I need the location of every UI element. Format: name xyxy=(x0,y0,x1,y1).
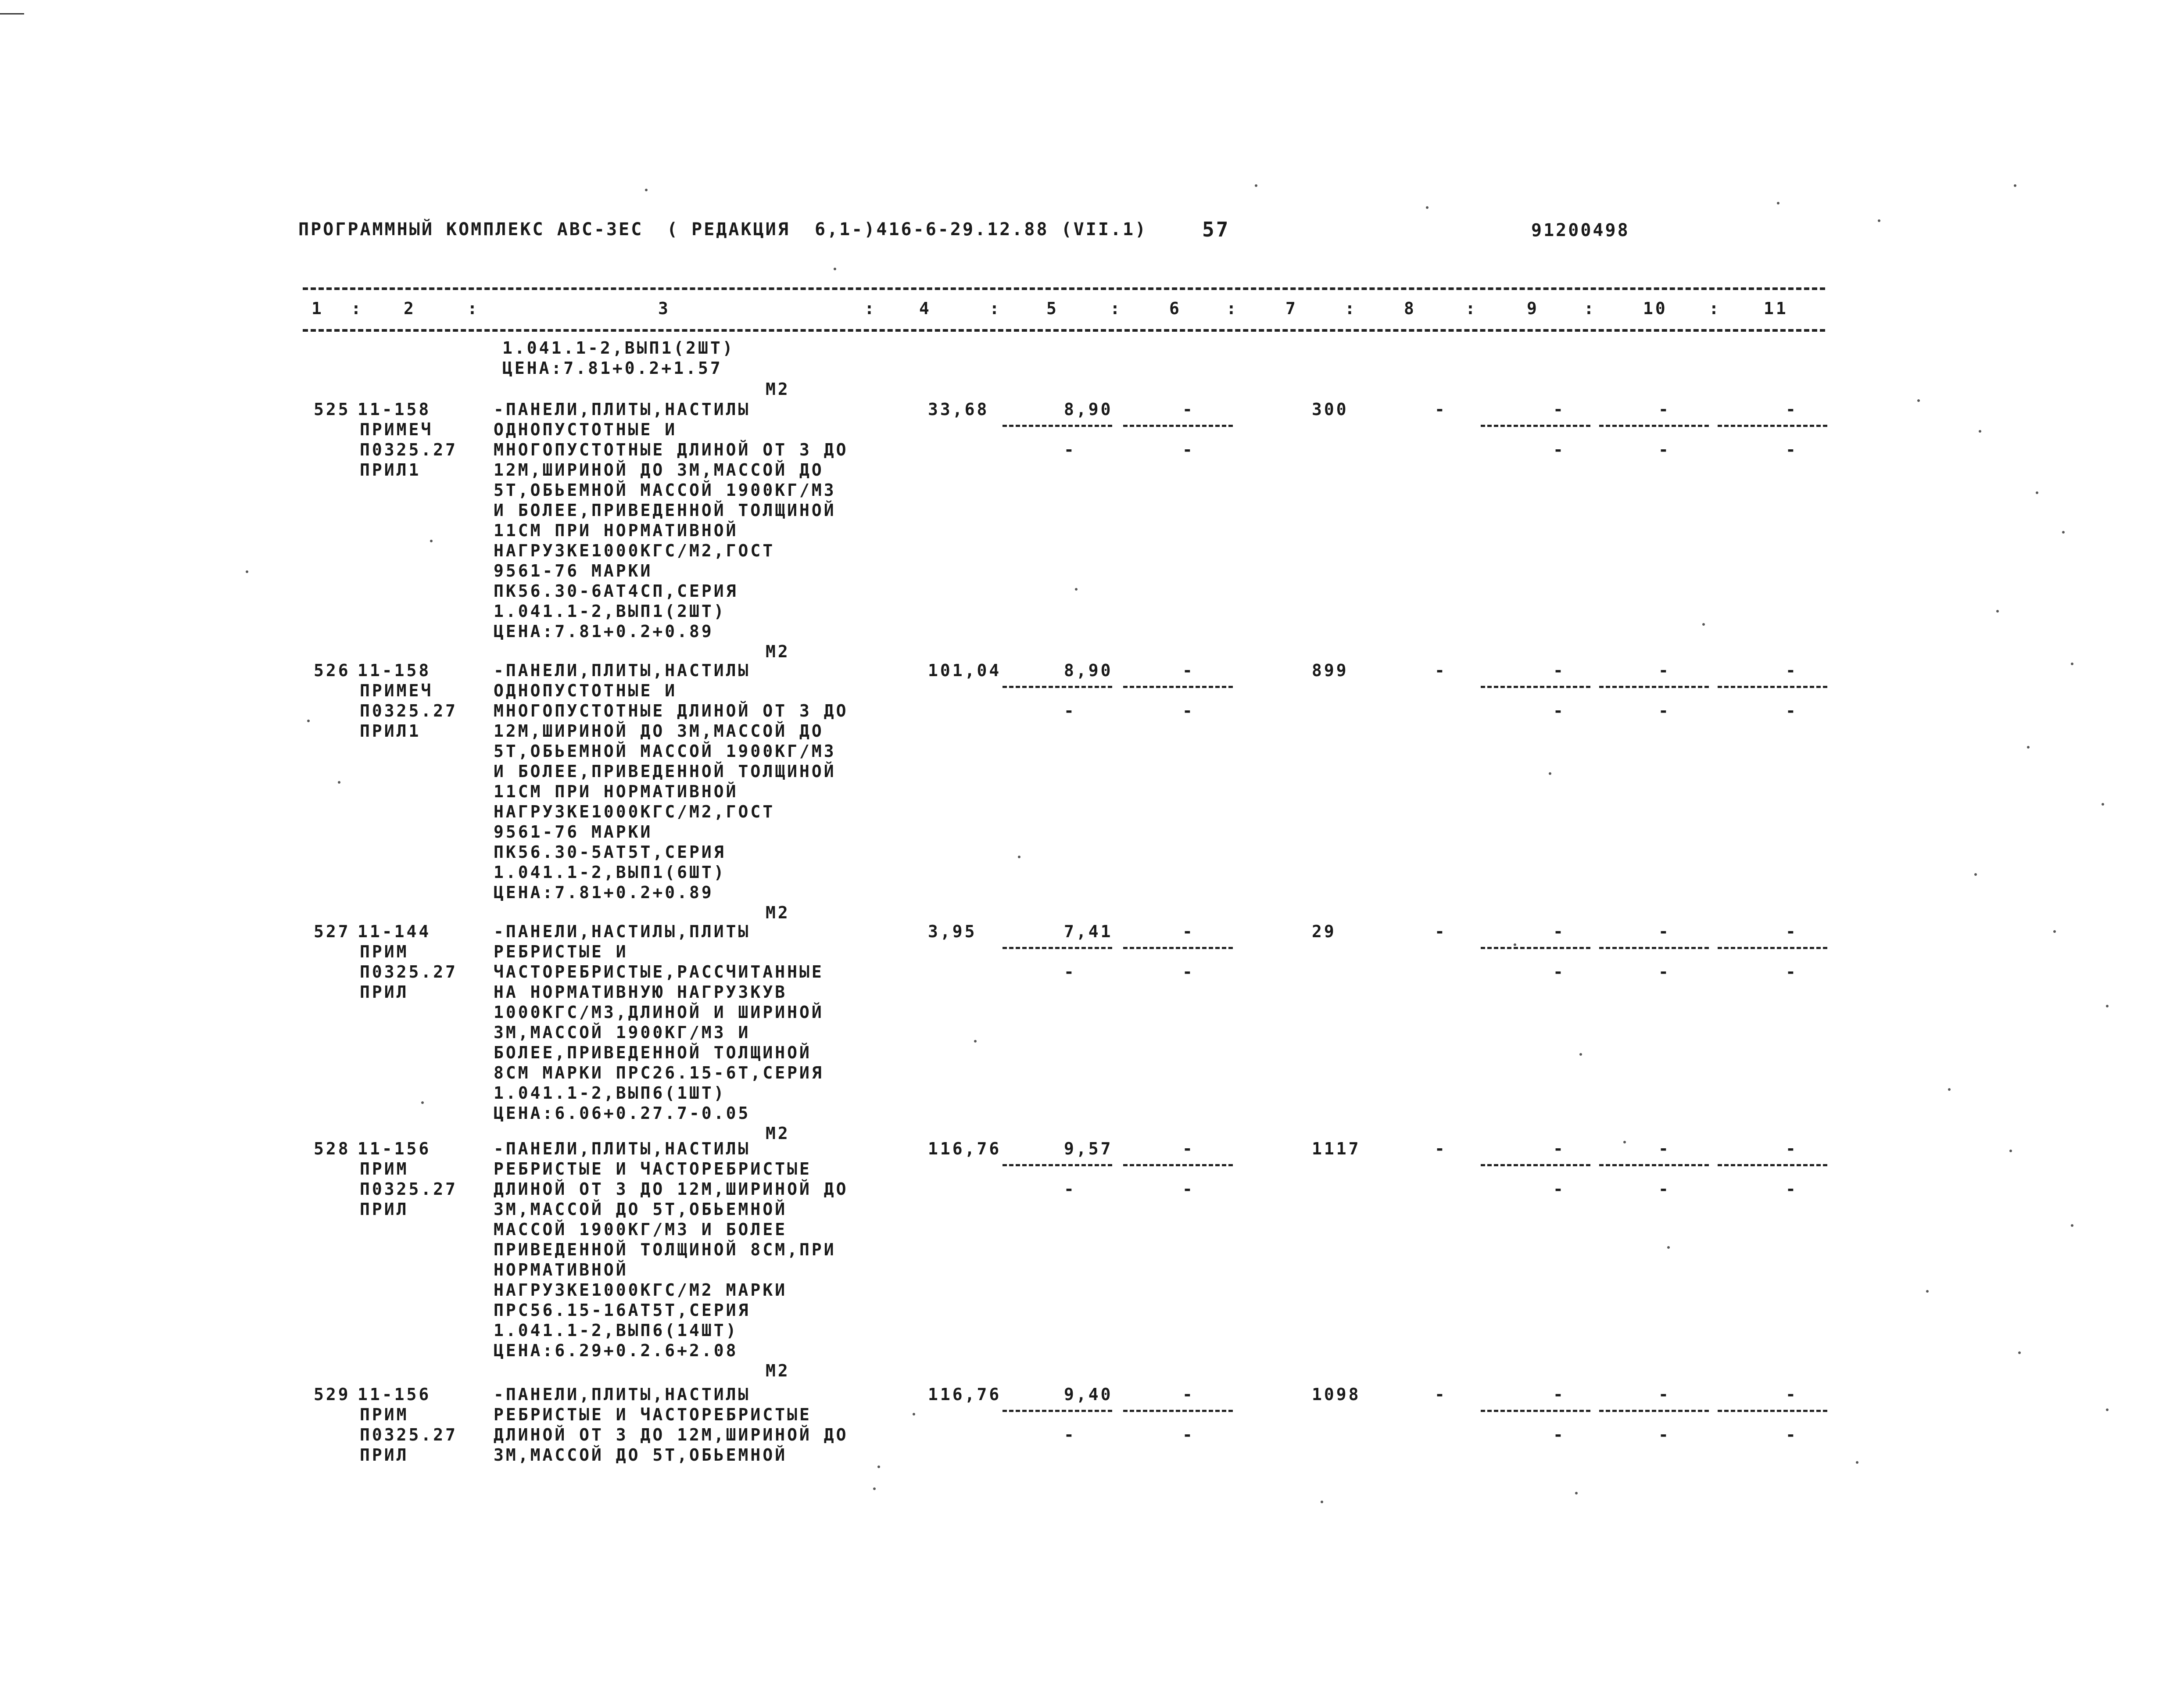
record-number: 526 xyxy=(314,661,351,680)
description-line: ЦЕНА:7.81+0.2+0.89 xyxy=(494,883,714,902)
rate-code: 11-158 xyxy=(358,661,431,680)
description-line: БОЛЕЕ,ПРИВЕДЕННОЙ ТОЛЩИНОЙ xyxy=(494,1043,812,1062)
unit-label: М2 xyxy=(766,903,790,922)
cell-underline xyxy=(1718,1164,1827,1166)
col5-second-value: - xyxy=(1064,1425,1076,1444)
scan-speck xyxy=(2106,1005,2109,1007)
description-line: ПК56.30-5АТ5Т,СЕРИЯ xyxy=(494,842,726,862)
program-title: ПРОГРАММНЫЙ КОМПЛЕКС АВС-3ЕС xyxy=(298,219,644,240)
scan-speck xyxy=(2053,930,2056,933)
note-line: ПРИМЕЧ xyxy=(360,681,433,700)
scan-speck xyxy=(2018,1351,2021,1354)
quantity-value: 101,04 xyxy=(928,661,1002,680)
cell-underline xyxy=(1002,425,1112,427)
column-separator: : xyxy=(1465,299,1478,318)
description-line: 11СМ ПРИ НОРМАТИВНОЙ xyxy=(494,782,738,801)
note-line: П0325.27 xyxy=(360,440,458,459)
col9-second-value: - xyxy=(1553,1425,1565,1444)
col8-value: - xyxy=(1435,922,1447,941)
total-cost-value: 899 xyxy=(1312,661,1349,680)
cell-underline xyxy=(1481,947,1590,949)
unit-cost-value: 9,40 xyxy=(1064,1385,1113,1404)
col10-value: - xyxy=(1658,400,1671,419)
unit-cost-value: 7,41 xyxy=(1064,922,1113,941)
note-line: ПРИМ xyxy=(360,942,409,961)
col11-second-value: - xyxy=(1786,962,1798,982)
quantity-value: 3,95 xyxy=(928,922,977,941)
col6-value: - xyxy=(1182,1139,1195,1158)
col10-value: - xyxy=(1658,1139,1671,1158)
col10-value: - xyxy=(1658,1385,1671,1404)
scan-speck xyxy=(1667,1246,1670,1249)
scan-speck xyxy=(421,1101,424,1104)
description-line: РЕБРИСТЫЕ И ЧАСТОРЕБРИСТЫЕ xyxy=(494,1405,812,1424)
cell-underline xyxy=(1599,425,1709,427)
description-line: ПРИВЕДЕННОЙ ТОЛЩИНОЙ 8СМ,ПРИ xyxy=(494,1240,836,1259)
cell-underline xyxy=(1002,1164,1112,1166)
cell-underline xyxy=(1599,686,1709,688)
scan-speck xyxy=(1575,1492,1578,1494)
column-header-9: 9 xyxy=(1527,299,1539,318)
description-line: НОРМАТИВНОЙ xyxy=(494,1260,628,1279)
column-header-1: 1 xyxy=(311,299,324,318)
scan-speck xyxy=(1948,1088,1951,1091)
description-line: 3М,МАССОЙ 1900КГ/М3 И xyxy=(494,1023,751,1042)
col11-value: - xyxy=(1786,922,1798,941)
description-line: 1.041.1-2,ВЫП1(2ШТ) xyxy=(494,602,726,621)
scan-speck xyxy=(2036,491,2038,494)
total-cost-value: 29 xyxy=(1312,922,1336,941)
col8-value: - xyxy=(1435,1385,1447,1404)
column-header-7: 7 xyxy=(1285,299,1298,318)
column-header-3: 3 xyxy=(658,299,670,318)
description-line: ДЛИНОЙ ОТ 3 ДО 12М,ШИРИНОЙ ДО xyxy=(494,1425,849,1444)
col5-second-value: - xyxy=(1064,701,1076,720)
description-line: 1.041.1-2,ВЫП6(14ШТ) xyxy=(494,1321,738,1340)
column-separator: : xyxy=(1709,299,1721,318)
col10-second-value: - xyxy=(1658,1425,1671,1444)
description-line: РЕБРИСТЫЕ И xyxy=(494,942,628,961)
cell-underline xyxy=(1002,947,1112,949)
quantity-value: 33,68 xyxy=(928,400,989,419)
total-cost-value: 1098 xyxy=(1312,1385,1361,1404)
scan-speck xyxy=(307,720,310,722)
note-line: ПРИЛ xyxy=(360,1445,409,1465)
cell-underline xyxy=(1481,686,1590,688)
total-cost-value: 300 xyxy=(1312,400,1349,419)
description-line: ОДНОПУСТОТНЫЕ И xyxy=(494,681,677,700)
scan-speck xyxy=(1702,623,1705,626)
cell-underline xyxy=(1599,947,1709,949)
scan-speck xyxy=(2102,803,2104,806)
record-number: 525 xyxy=(314,400,351,419)
column-separator: : xyxy=(1345,299,1357,318)
note-line: ПРИМЕЧ xyxy=(360,420,433,439)
column-separator: : xyxy=(989,299,1002,318)
cell-underline xyxy=(1123,1410,1233,1412)
cell-underline xyxy=(1002,686,1112,688)
column-header-2: 2 xyxy=(404,299,416,318)
scan-speck xyxy=(1321,1501,1323,1503)
scan-speck xyxy=(1075,588,1078,591)
cell-underline xyxy=(1718,686,1827,688)
scan-speck xyxy=(1514,943,1516,946)
scan-speck xyxy=(1974,873,1977,876)
col6-second-value: - xyxy=(1182,1425,1195,1444)
col9-second-value: - xyxy=(1553,701,1565,720)
description-line: -ПАНЕЛИ,НАСТИЛЫ,ПЛИТЫ xyxy=(494,922,751,941)
continuation-line-2: ЦЕНА:7.81+0.2+1.57 xyxy=(502,358,723,378)
column-header-6: 6 xyxy=(1169,299,1182,318)
scan-speck xyxy=(1979,430,1981,433)
column-header-11: 11 xyxy=(1764,299,1788,318)
col6-value: - xyxy=(1182,1385,1195,1404)
description-line: НАГРУЗКЕ1000КГС/М2,ГОСТ xyxy=(494,802,775,821)
description-line: НАГРУЗКЕ1000КГС/М2 МАРКИ xyxy=(494,1280,788,1300)
scan-speck xyxy=(1426,206,1429,209)
quantity-value: 116,76 xyxy=(928,1139,1002,1158)
cell-underline xyxy=(1481,425,1590,427)
scan-speck xyxy=(645,189,648,191)
cell-underline xyxy=(1481,1164,1590,1166)
scan-speck xyxy=(430,540,433,542)
col9-second-value: - xyxy=(1553,962,1565,982)
scan-speck xyxy=(1623,1141,1626,1143)
col10-second-value: - xyxy=(1658,701,1671,720)
note-line: ПРИЛ1 xyxy=(360,721,421,741)
description-line: 11СМ ПРИ НОРМАТИВНОЙ xyxy=(494,521,738,540)
col11-second-value: - xyxy=(1786,701,1798,720)
rate-code: 11-158 xyxy=(358,400,431,419)
col5-second-value: - xyxy=(1064,962,1076,982)
col9-value: - xyxy=(1553,661,1565,680)
scan-speck xyxy=(2071,1224,2073,1227)
col9-second-value: - xyxy=(1553,440,1565,459)
description-line: 12М,ШИРИНОЙ ДО 3М,МАССОЙ ДО xyxy=(494,721,824,741)
description-line: МАССОЙ 1900КГ/М3 И БОЛЕЕ xyxy=(494,1220,788,1239)
cell-underline xyxy=(1718,947,1827,949)
scan-speck xyxy=(1777,202,1779,204)
column-separator: : xyxy=(351,299,363,318)
col6-second-value: - xyxy=(1182,440,1195,459)
scan-speck xyxy=(1926,1290,1929,1293)
scan-speck xyxy=(2071,663,2073,665)
description-line: 8СМ МАРКИ ПРС26.15-6Т,СЕРИЯ xyxy=(494,1063,824,1082)
description-line: НАГРУЗКЕ1000КГС/М2,ГОСТ xyxy=(494,541,775,560)
scan-speck xyxy=(877,1466,880,1468)
cell-underline xyxy=(1123,686,1233,688)
col5-second-value: - xyxy=(1064,1179,1076,1199)
quantity-value: 116,76 xyxy=(928,1385,1002,1404)
col8-value: - xyxy=(1435,400,1447,419)
scan-speck xyxy=(2014,184,2016,187)
col6-value: - xyxy=(1182,922,1195,941)
column-separator: : xyxy=(864,299,877,318)
col9-value: - xyxy=(1553,1139,1565,1158)
description-line: ПРС56.15-16АТ5Т,СЕРИЯ xyxy=(494,1301,751,1320)
col10-second-value: - xyxy=(1658,962,1671,982)
description-line: ЦЕНА:7.81+0.2+0.89 xyxy=(494,622,714,641)
note-line: ПРИЛ xyxy=(360,1200,409,1219)
col11-second-value: - xyxy=(1786,440,1798,459)
scan-speck xyxy=(2009,1150,2012,1152)
col11-value: - xyxy=(1786,1139,1798,1158)
rate-code: 11-156 xyxy=(358,1139,431,1158)
description-line: ОДНОПУСТОТНЫЕ И xyxy=(494,420,677,439)
col11-value: - xyxy=(1786,1385,1798,1404)
continuation-line-1: 1.041.1-2,ВЫП1(2ШТ) xyxy=(502,338,735,358)
cell-underline xyxy=(1718,1410,1827,1412)
description-line: -ПАНЕЛИ,ПЛИТЫ,НАСТИЛЫ xyxy=(494,400,751,419)
note-line: П0325.27 xyxy=(360,1179,458,1199)
scan-speck xyxy=(1579,1053,1582,1056)
note-line: П0325.27 xyxy=(360,962,458,982)
record-number: 527 xyxy=(314,922,351,941)
note-line: ПРИЛ1 xyxy=(360,460,421,480)
description-line: РЕБРИСТЫЕ И ЧАСТОРЕБРИСТЫЕ xyxy=(494,1159,812,1179)
column-header-5: 5 xyxy=(1046,299,1059,318)
cell-underline xyxy=(1123,425,1233,427)
cell-underline xyxy=(1718,425,1827,427)
note-line: ПРИМ xyxy=(360,1405,409,1424)
column-header-10: 10 xyxy=(1643,299,1668,318)
description-line: ЦЕНА:6.29+0.2.6+2.08 xyxy=(494,1341,738,1360)
column-separator: : xyxy=(467,299,480,318)
document-code: 91200498 xyxy=(1531,220,1630,240)
description-line: 12М,ШИРИНОЙ ДО 3М,МАССОЙ ДО xyxy=(494,460,824,480)
unit-label: М2 xyxy=(766,642,790,661)
col9-second-value: - xyxy=(1553,1179,1565,1199)
scan-speck xyxy=(1878,219,1880,222)
scan-edge-mark xyxy=(0,13,24,14)
note-line: ПРИЛ xyxy=(360,982,409,1002)
scan-speck xyxy=(2027,746,2030,749)
col11-second-value: - xyxy=(1786,1425,1798,1444)
cell-underline xyxy=(1123,1164,1233,1166)
col11-value: - xyxy=(1786,661,1798,680)
col6-second-value: - xyxy=(1182,962,1195,982)
description-line: -ПАНЕЛИ,ПЛИТЫ,НАСТИЛЫ xyxy=(494,661,751,680)
description-line: МНОГОПУСТОТНЫЕ ДЛИНОЙ ОТ 3 ДО xyxy=(494,701,849,720)
unit-label: М2 xyxy=(766,1124,790,1143)
description-line: И БОЛЕЕ,ПРИВЕДЕННОЙ ТОЛЩИНОЙ xyxy=(494,501,836,520)
col11-second-value: - xyxy=(1786,1179,1798,1199)
cell-underline xyxy=(1599,1410,1709,1412)
unit-cost-value: 9,57 xyxy=(1064,1139,1113,1158)
description-line: ЧАСТОРЕБРИСТЫЕ,РАССЧИТАННЫЕ xyxy=(494,962,824,982)
col8-value: - xyxy=(1435,1139,1447,1158)
scan-speck xyxy=(2062,531,2065,534)
scan-speck xyxy=(913,1413,915,1415)
description-line: 1.041.1-2,ВЫП1(6ШТ) xyxy=(494,863,726,882)
description-line: 9561-76 МАРКИ xyxy=(494,561,653,580)
header-rule-top xyxy=(303,287,1825,290)
scan-speck xyxy=(1996,610,1999,613)
cell-underline xyxy=(1481,1410,1590,1412)
col5-second-value: - xyxy=(1064,440,1076,459)
description-line: НА НОРМАТИВНУЮ НАГРУЗКУВ xyxy=(494,982,788,1002)
col10-second-value: - xyxy=(1658,440,1671,459)
col6-value: - xyxy=(1182,400,1195,419)
col9-value: - xyxy=(1553,400,1565,419)
scan-speck xyxy=(246,570,248,573)
description-line: ЦЕНА:6.06+0.27.7-0.05 xyxy=(494,1104,751,1123)
cell-underline xyxy=(1002,1410,1112,1412)
header-rule-bottom xyxy=(303,329,1825,332)
description-line: 1.041.1-2,ВЫП6(1ШТ) xyxy=(494,1083,726,1103)
rate-code: 11-156 xyxy=(358,1385,431,1404)
edition-info: ( РЕДАКЦИЯ 6,1-)416-6-29.12.88 (VII.1) xyxy=(667,219,1148,240)
column-separator: : xyxy=(1110,299,1122,318)
col11-value: - xyxy=(1786,400,1798,419)
description-line: ДЛИНОЙ ОТ 3 ДО 12М,ШИРИНОЙ ДО xyxy=(494,1179,849,1199)
col10-value: - xyxy=(1658,661,1671,680)
column-header-8: 8 xyxy=(1404,299,1416,318)
col10-second-value: - xyxy=(1658,1179,1671,1199)
cell-underline xyxy=(1599,1164,1709,1166)
col6-second-value: - xyxy=(1182,701,1195,720)
column-separator: : xyxy=(1584,299,1596,318)
description-line: ПК56.30-6АТ4СП,СЕРИЯ xyxy=(494,581,738,601)
total-cost-value: 1117 xyxy=(1312,1139,1361,1158)
continuation-unit: М2 xyxy=(766,380,790,399)
page-number: 57 xyxy=(1202,218,1230,241)
description-line: -ПАНЕЛИ,ПЛИТЫ,НАСТИЛЫ xyxy=(494,1385,751,1404)
scan-speck xyxy=(974,1040,977,1043)
description-line: МНОГОПУСТОТНЫЕ ДЛИНОЙ ОТ 3 ДО xyxy=(494,440,849,459)
note-line: П0325.27 xyxy=(360,1425,458,1444)
description-line: 3М,МАССОЙ ДО 5Т,ОБЬЕМНОЙ xyxy=(494,1200,788,1219)
scan-speck xyxy=(1018,856,1020,858)
unit-cost-value: 8,90 xyxy=(1064,400,1113,419)
cell-underline xyxy=(1123,947,1233,949)
description-line: -ПАНЕЛИ,ПЛИТЫ,НАСТИЛЫ xyxy=(494,1139,751,1158)
col9-value: - xyxy=(1553,922,1565,941)
record-number: 529 xyxy=(314,1385,351,1404)
column-header-4: 4 xyxy=(919,299,931,318)
col6-second-value: - xyxy=(1182,1179,1195,1199)
scan-speck xyxy=(338,781,340,784)
col9-value: - xyxy=(1553,1385,1565,1404)
note-line: ПРИМ xyxy=(360,1159,409,1179)
description-line: 9561-76 МАРКИ xyxy=(494,822,653,842)
description-line: И БОЛЕЕ,ПРИВЕДЕННОЙ ТОЛЩИНОЙ xyxy=(494,762,836,781)
description-line: 5Т,ОБЬЕМНОЙ МАССОЙ 1900КГ/М3 xyxy=(494,480,836,500)
scan-speck xyxy=(1255,184,1257,187)
description-line: 3М,МАССОЙ ДО 5Т,ОБЬЕМНОЙ xyxy=(494,1445,788,1465)
scan-speck xyxy=(2106,1408,2109,1411)
scan-speck xyxy=(1856,1461,1858,1464)
scan-speck xyxy=(834,268,836,270)
record-number: 528 xyxy=(314,1139,351,1158)
description-line: 1000КГС/М3,ДЛИНОЙ И ШИРИНОЙ xyxy=(494,1003,824,1022)
rate-code: 11-144 xyxy=(358,922,431,941)
col8-value: - xyxy=(1435,661,1447,680)
column-separator: : xyxy=(1226,299,1239,318)
unit-cost-value: 8,90 xyxy=(1064,661,1113,680)
col6-value: - xyxy=(1182,661,1195,680)
note-line: П0325.27 xyxy=(360,701,458,720)
unit-label: М2 xyxy=(766,1361,790,1380)
scan-speck xyxy=(873,1487,876,1490)
scan-speck xyxy=(1917,399,1920,402)
scan-speck xyxy=(1549,772,1551,775)
col10-value: - xyxy=(1658,922,1671,941)
description-line: 5Т,ОБЬЕМНОЙ МАССОЙ 1900КГ/М3 xyxy=(494,742,836,761)
